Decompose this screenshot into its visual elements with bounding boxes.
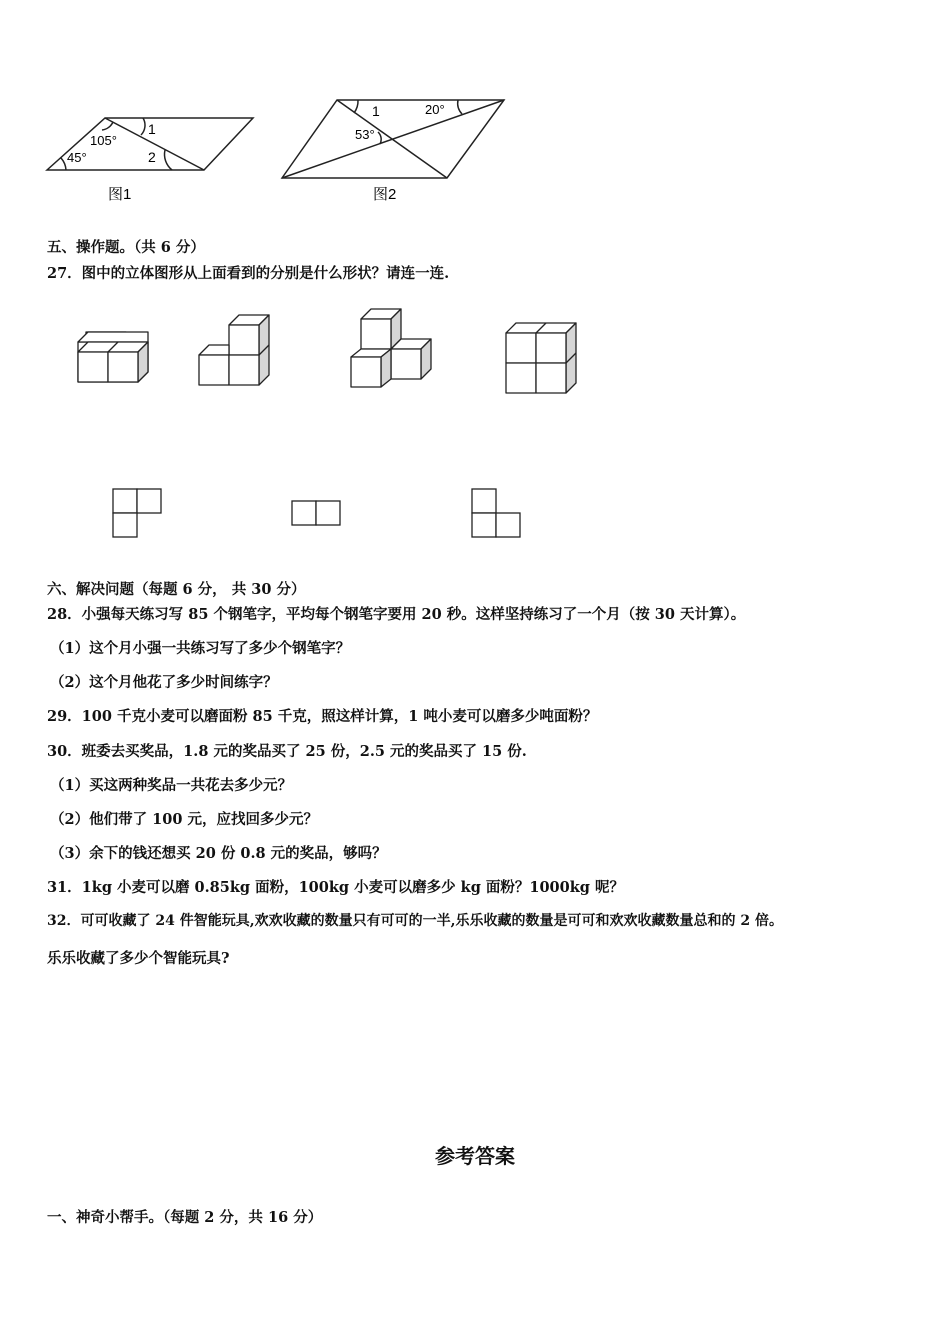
question-30-part-2: （2）他们带了 100 元，应找回多少元？ [50, 811, 318, 828]
figure-2 [282, 100, 504, 178]
fig1-angle-45: 45° [67, 150, 87, 165]
fig2-angle-20: 20° [425, 102, 445, 117]
question-30-part-3: （3）余下的钱还想买 20 份 0.8 元的奖品，够吗？ [50, 845, 387, 862]
geometry-figures [0, 90, 520, 210]
question-32: 32．可可收藏了 24 件智能玩具,欢欢收藏的数量只有可可的一半,乐乐收藏的数量是可可和欢欢收藏数量总和的 2 倍。 [47, 913, 783, 929]
question-31: 31．1kg 小麦可以磨 0.85kg 面粉，100kg 小麦可以磨多少 kg 面粉？1000kg 呢？ [47, 879, 624, 896]
section-5-title: 五、操作题。（共 6 分） [47, 239, 205, 256]
question-30: 30．班委去买奖品，1.8 元的奖品买了 25 份，2.5 元的奖品买了 15 份. [47, 743, 527, 760]
fig2-caption: 图2 [373, 186, 397, 203]
top-view-a [113, 489, 161, 537]
fig2-label-1: 1 [372, 103, 380, 119]
solid-3 [351, 309, 431, 387]
section-6-title: 六、解决问题（每题 6 分， 共 30 分） [47, 581, 306, 598]
question-27: 27．图中的立体图形从上面看到的分别是什么形状？请连一连. [47, 265, 450, 282]
solid-1 [78, 332, 148, 382]
answers-heading: 参考答案 [435, 1144, 515, 1168]
question-28-part-1: （1）这个月小强一共练习写了多少个钢笔字？ [50, 640, 351, 657]
cube-solids [0, 300, 600, 550]
question-32-continued: 乐乐收藏了多少个智能玩具? [47, 950, 230, 967]
question-28: 28．小强每天练习写 85 个钢笔字，平均每个钢笔字要用 20 秒。这样坚持练习了一个月（按 30 天计算）。 [47, 606, 746, 623]
fig1-angle-105: 105° [90, 133, 117, 148]
top-view-c [472, 489, 520, 537]
fig1-label-2: 2 [148, 149, 156, 165]
fig2-angle-53: 53° [355, 127, 375, 142]
solid-2 [199, 315, 269, 385]
fig1-caption: 图1 [108, 186, 132, 203]
answers-section-1: 一、神奇小帮手。（每题 2 分，共 16 分） [47, 1209, 323, 1226]
question-30-part-1: （1）买这两种奖品一共花去多少元？ [50, 777, 293, 794]
question-28-part-2: （2）这个月他花了多少时间练字？ [50, 674, 278, 691]
top-view-b [292, 501, 340, 525]
question-29: 29．100 千克小麦可以磨面粉 85 千克，照这样计算，1 吨小麦可以磨多少吨面粉？ [47, 708, 598, 725]
solid-4 [506, 323, 576, 393]
fig1-label-1: 1 [148, 121, 156, 137]
